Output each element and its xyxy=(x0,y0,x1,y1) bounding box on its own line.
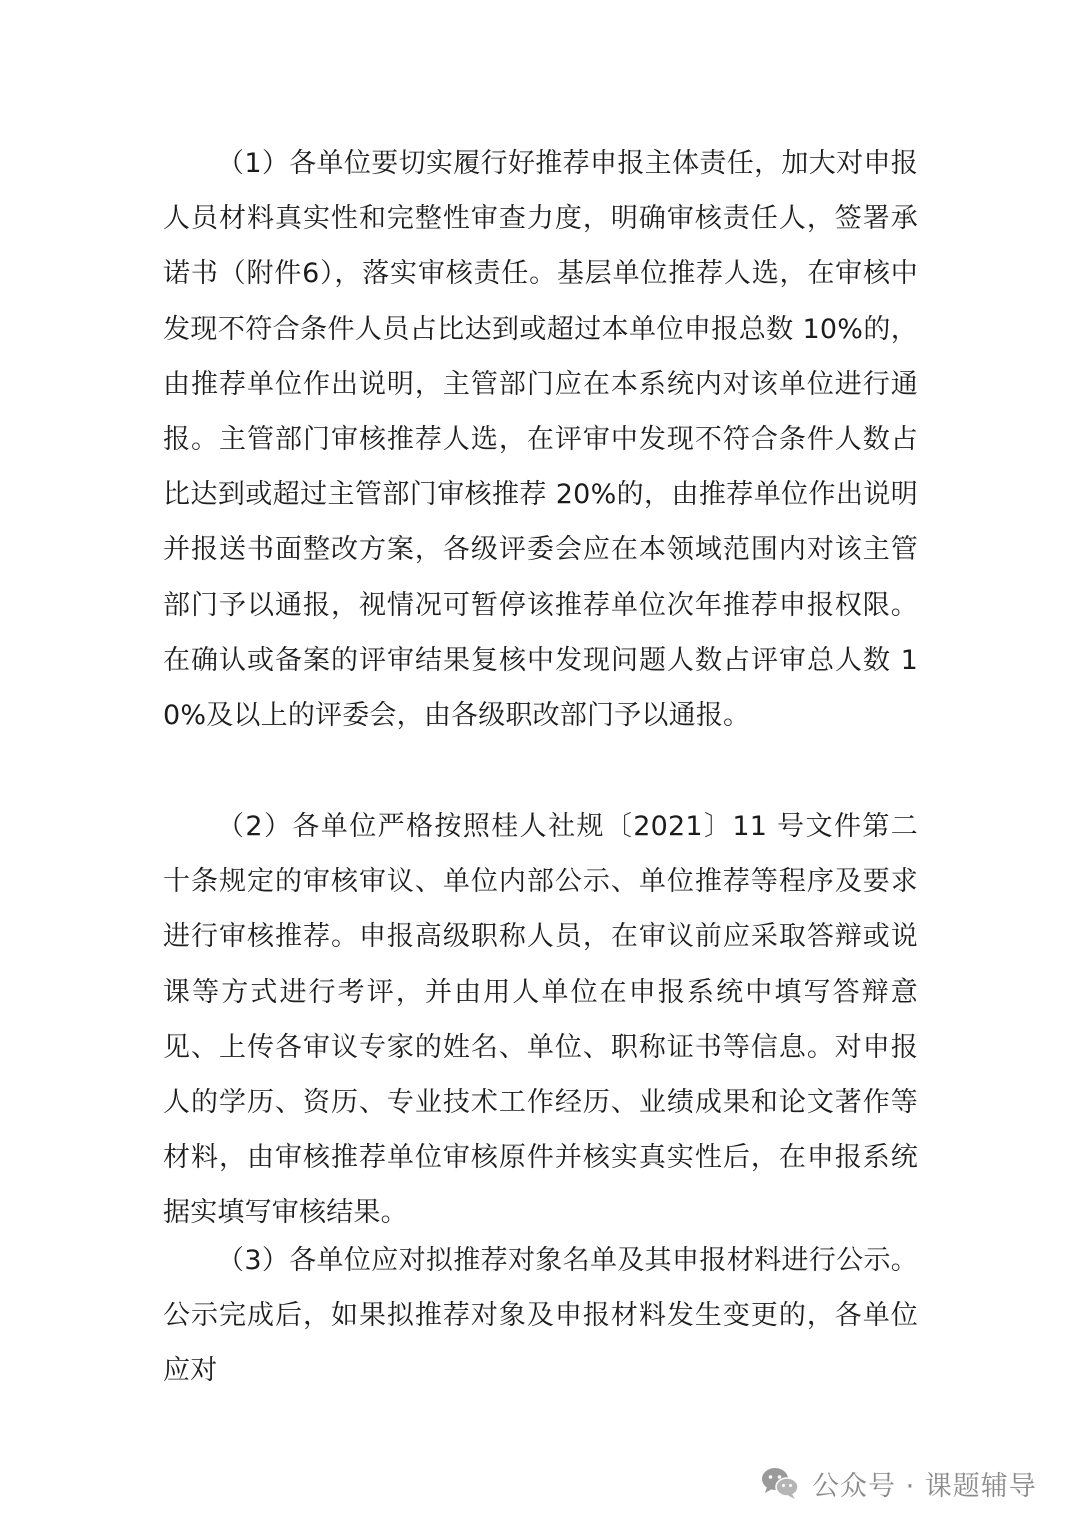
paragraph-2: （2）各单位严格按照桂人社规〔2021〕11 号文件第二十条规定的审核审议、单位内部公示、单位推荐等程序及要求进行审核推荐。申报高级职称人员，在审议前应采取答辩或说课等方式进行考评，并由用人单位在申报系统中填写答辩意见、上传各审议专家的姓名、单位、职称证书等信息。对申报人的学历、资历、专业技术工作经历、业绩成果和论文著作等材料，由审核推荐单位审核原件并核实真实性后，在申报系统据实填写审核结果。 xyxy=(163,811,918,1229)
watermark-text: 公众号 · 课题辅导 xyxy=(812,1470,1037,1502)
wechat-watermark xyxy=(760,1463,1037,1503)
paragraph-3: （3）各单位应对拟推荐对象名单及其申报材料进行公示。公示完成后，如果拟推荐对象及申报材料发生变更的，各单位应对 xyxy=(163,1245,918,1387)
paragraph-1: （1）各单位要切实履行好推荐申报主体责任，加大对申报人员材料真实性和完整性审查力度，明确审核责任人，签署承诺书（附件6），落实审核责任。基层单位推荐人选，在审核中发现不符合条件人员占比达到或超过本单位申报总数 10%的，由推荐单位作出说明，主管部门应在本系统内对该单位进行通报。主管部门审核推荐人选，在评审中发现不符合条件人数占比达到或超过主管部门审核推荐 20%的，由推荐单位作出说明并报送书面整改方案，各级评委会应在本领域范围内对该主管部门予以通报，视情况可暂停该推荐单位次年推荐申报权限。在确认或备案的评审结果复核中发现问题人数占评审总人数 10%及以上的评委会，由各级职改部门予以通报。 xyxy=(163,148,918,732)
wechat-icon xyxy=(760,1466,800,1500)
